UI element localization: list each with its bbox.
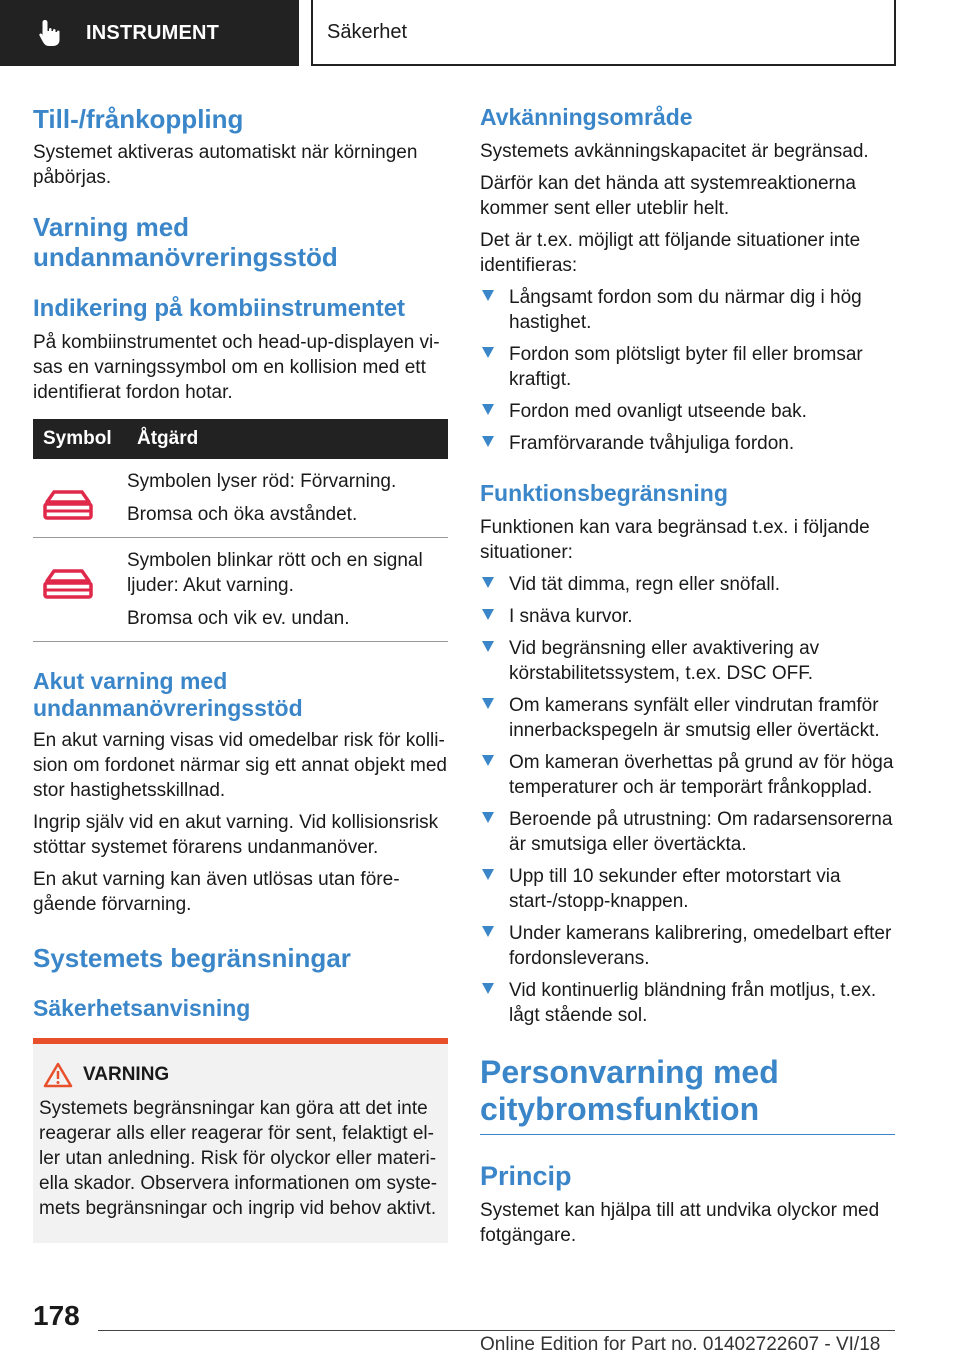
col-atgard: Åtgärd <box>127 419 448 459</box>
para-akut3: En akut varning kan även utlösas utan föregående förvarning. <box>33 869 400 915</box>
para-avk2: Därför kan det hända att systemreaktionerna kommer sent eller uteblir helt. <box>480 173 856 219</box>
symbol-cell <box>33 538 127 642</box>
list-item <box>480 342 895 392</box>
symbol-cell <box>33 459 127 538</box>
heading-till: Till-/frånkoppling <box>33 104 244 134</box>
car-warning-icon <box>43 489 93 523</box>
heading-personvarning-line2: citybromsfunktion <box>480 1091 760 1127</box>
heading-akut <box>33 668 448 722</box>
right-column <box>480 100 895 1248</box>
page-number: 178 <box>33 1300 80 1331</box>
list-item <box>480 285 895 335</box>
row1-line2: Bromsa och öka avståndet. <box>127 504 358 525</box>
heading-varning-line1: Varning med <box>33 212 190 242</box>
para-indikering: På kombiinstrumentet och head-up-displayen visas en varningssymbol om en kollision med ett identifierat fordon hotar. <box>33 332 440 403</box>
para-funk: Funktionen kan vara begränsad t.ex. i följande situationer: <box>480 517 870 563</box>
triangle-bullet-icon <box>482 641 494 652</box>
list-item-text: Fordon som plötsligt byter fil eller bromsar kraftigt. <box>509 344 863 390</box>
warning-text: Systemets begränsningar kan göra att det inte reagerar alls eller reagerar för sent, felaktigt eller utan anledning. Risk för olyckor eller materiella skador. Observera informationen om systemets begränsningar och ingrip vid behov aktivt. <box>39 1098 438 1219</box>
list-item-text: Fordon med ovanligt utseende bak. <box>509 401 807 422</box>
text-cell <box>127 538 448 642</box>
heading-personvarning-line1: Personvarning med <box>480 1054 779 1090</box>
heading-sakerhetsanvisning: Säkerhetsanvisning <box>33 995 251 1021</box>
row1-line1: Symbolen lyser röd: Förvarning. <box>127 471 397 492</box>
list-item <box>480 693 895 743</box>
list-item-text: Långsamt fordon som du närmar dig i hög hastighet. <box>509 287 862 333</box>
triangle-bullet-icon <box>482 755 494 766</box>
triangle-bullet-icon <box>482 698 494 709</box>
heading-funktionsbegransning: Funktionsbegränsning <box>480 480 728 506</box>
warning-triangle-icon <box>43 1062 73 1088</box>
warning-title-text: VARNING <box>83 1064 170 1085</box>
triangle-bullet-icon <box>482 290 494 301</box>
triangle-bullet-icon <box>482 983 494 994</box>
warning-box <box>33 1038 448 1243</box>
list-item-text: Beroende på utrustning: Om radarsensorerna är smutsiga eller övertäckta. <box>509 809 893 855</box>
bullet-list-funktion <box>480 572 895 1028</box>
footer-rule <box>98 1330 895 1331</box>
triangle-bullet-icon <box>482 609 494 620</box>
para-avk3: Det är t.ex. möjligt att följande situationer inte identifieras: <box>480 230 861 276</box>
symbol-table <box>33 419 448 642</box>
heading-akut-line2: undanmanövreringsstöd <box>33 695 303 721</box>
list-item-text: Om kamerans synfält eller vindrutan framför innerbackspegeln är smutsig eller övertäckt. <box>509 695 880 741</box>
section-tab <box>0 0 299 66</box>
hand-pointer-icon <box>30 13 70 53</box>
text-cell <box>127 459 448 538</box>
list-item <box>480 750 895 800</box>
table-row <box>33 459 448 538</box>
triangle-bullet-icon <box>482 577 494 588</box>
row2-line2: Bromsa och vik ev. undan. <box>127 608 350 629</box>
list-item-text: Vid tät dimma, regn eller snöfall. <box>509 574 781 595</box>
bullet-list-avkanning <box>480 285 895 456</box>
chapter-tab <box>311 0 896 66</box>
para-avk1: Systemets avkänningskapacitet är begränsad. <box>480 141 869 162</box>
heading-begransningar: Systemets begränsningar <box>33 943 351 973</box>
heading-personvarning <box>480 1054 895 1128</box>
left-column <box>33 100 448 1243</box>
list-item-text: Om kameran överhettas på grund av för höga temperaturer och är temporärt frånkopplad. <box>509 752 894 798</box>
para-akut2: Ingrip själv vid en akut varning. Vid kollisionsrisk stöttar systemet förarens undanmanöver. <box>33 812 439 858</box>
list-item-text: Vid kontinuerlig bländning från motljus, t.ex. lågt stående sol. <box>509 980 877 1026</box>
chapter-label: Säkerhet <box>327 20 408 43</box>
warning-title <box>43 1062 442 1088</box>
heading-varning <box>33 212 448 272</box>
para-till: Systemet aktiveras automatiskt när körningen påbörjas. <box>33 142 418 188</box>
heading-princip: Princip <box>480 1161 572 1191</box>
triangle-bullet-icon <box>482 812 494 823</box>
list-item <box>480 604 895 629</box>
table-row <box>33 538 448 642</box>
list-item <box>480 636 895 686</box>
triangle-bullet-icon <box>482 926 494 937</box>
list-item-text: I snäva kurvor. <box>509 606 633 627</box>
list-item-text: Upp till 10 sekunder efter motorstart via start-/stopp-knappen. <box>509 866 841 912</box>
para-princip: Systemet kan hjälpa till att undvika olyckor med fotgängare. <box>480 1200 880 1246</box>
list-item <box>480 431 895 456</box>
list-item <box>480 399 895 424</box>
list-item-text: Framförvarande tvåhjuliga fordon. <box>509 433 795 454</box>
list-item <box>480 864 895 914</box>
heading-indikering: Indikering på kombiinstrumentet <box>33 295 406 322</box>
list-item <box>480 978 895 1028</box>
triangle-bullet-icon <box>482 404 494 415</box>
triangle-bullet-icon <box>482 436 494 447</box>
car-warning-icon <box>43 568 93 602</box>
list-item <box>480 572 895 597</box>
section-label: INSTRUMENT <box>86 21 220 44</box>
heading-avkanning: Avkänningsområde <box>480 104 693 130</box>
heading-rule <box>480 1134 895 1135</box>
list-item <box>480 921 895 971</box>
list-item <box>480 807 895 857</box>
footer-edition: Online Edition for Part no. 01402722607 - VI/18 <box>480 1334 881 1355</box>
triangle-bullet-icon <box>482 869 494 880</box>
heading-varning-line2: undanmanövreringsstöd <box>33 242 338 272</box>
triangle-bullet-icon <box>482 347 494 358</box>
list-item-text: Under kamerans kalibrering, omedelbart efter fordonsleverans. <box>509 923 892 969</box>
row2-line1: Symbolen blinkar rött och en signal ljuder: Akut varning. <box>127 550 423 596</box>
heading-akut-line1: Akut varning med <box>33 668 228 694</box>
para-akut1: En akut varning visas vid omedelbar risk för kollision om fordonet närmar sig ett annat objekt med stor hastighetsskillnad. <box>33 730 448 801</box>
col-symbol: Symbol <box>33 419 127 459</box>
list-item-text: Vid begränsning eller avaktivering av körstabilitetssystem, t.ex. DSC OFF. <box>509 638 820 684</box>
